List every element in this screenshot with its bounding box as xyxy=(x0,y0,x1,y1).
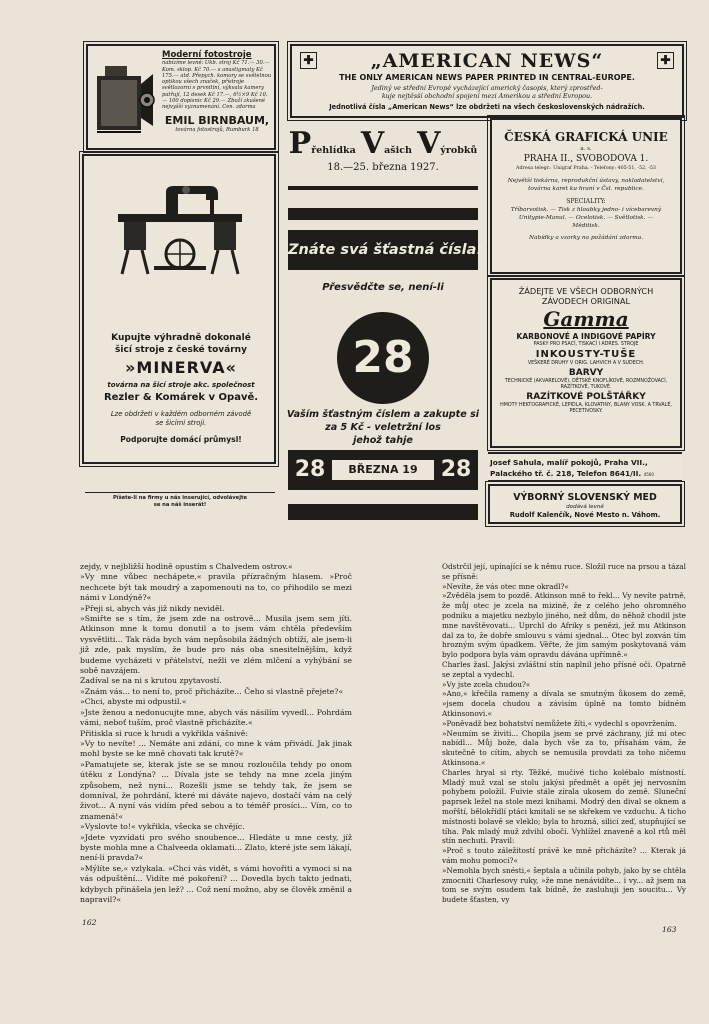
paragraph: »Smiřte se s tím, že jsem zde na ostrově... Musila jsem sem jíti. Atkinson mne k tomu donutil a to jsem vám chtěla především vysvětliti... Tak ráda bych vám nepůsobila žádných obtíží, ale jsem-li již zde, pak myslím, že bude pro nás oba snesitelnějším, když budeme vycházeti v přátelství, nežli ve zlém mlčení a vyhýbání se sobě navzájem. xyxy=(80,614,352,676)
divider xyxy=(288,186,478,190)
gamma-line-5: INKOUSTY-TUŠE xyxy=(535,349,637,360)
draw-month: BŘEZNA 19 xyxy=(332,460,434,480)
gamma-line-1: ŽÁDEJTE VE VŠECH ODBORNÝCH xyxy=(518,286,654,296)
cgu-spec-2: Unitypie-Manul. — Ocelotisk. — Světlotisk. — xyxy=(518,215,654,221)
cgu-telegram: Adresa telegr.: Unigraf Praha. - Telefony: 405-51, -52, -53 xyxy=(516,166,656,171)
page-number-right: 163 xyxy=(662,925,677,934)
cgu-spec-1: Tříbarvotisk. — Tisk z hloubky jedno- i vícebarevný xyxy=(510,207,662,213)
draw-day: 28 xyxy=(294,457,326,482)
paragraph: »Proč s touto záležitostí právě ke mně přicházíte? ... Kterak já vám mohu pomoci?« xyxy=(442,846,686,865)
paragraph: »Vyslovte to!« vykřikla, všecka se chvějíc. xyxy=(80,822,245,832)
gamma-logo: Gamma xyxy=(543,307,629,331)
fair-lucky-line-1: Vaším šťastným číslem a zakupte si xyxy=(286,409,480,420)
cgu-line-1: Největší tiskárna, reprodukční ústavy, nakladatelství, xyxy=(507,178,665,184)
left-text-column xyxy=(80,562,352,905)
cgu-title: ČESKÁ GRAFICKÁ UNIE xyxy=(504,130,668,144)
gamma-line-7: BARVY xyxy=(568,368,604,378)
paragraph: »Nemohla bych snésti,« šeptala a učinila pohyb, jako by se chtěla zmocniti Charlesovy ruky, »že mne nenávidíte... i vy... až jsem na tom se svým osudem tak bídně, že zasluhuji jen soucitu... Vy budete šťasten, vy xyxy=(442,865,686,905)
sahula-line-1: Josef Sahula, malíř pokojů, Praha VII., xyxy=(490,458,648,467)
ad-sahula xyxy=(488,452,682,482)
cgu-offer: Nabídky a vzorky na požádání zdarma. xyxy=(528,235,644,241)
paragraph: »Zvěděla jsem to pozdě. Atkinson mně to řekl... Vy nevíte patrně, že můj otec je zcela na mizině, že z celého jeho ohromného podniku a majetku nezbylo jiného, než dům, do něhož chodil jste mne navštěvovati... Uprchl do Afriky s penězi, jež mu Atkinson dal za to, že dobře smlouvu s vámi sjednal... Otec byl zoxván tím hrozným svým úpadkem. Věřte, že jim samým poskytovaná vám bylo podpora byla vám opravdu dávána upřímně.« xyxy=(442,591,686,660)
med-line-3: Rudolf Kalenčík, Nové Mesto n. Váhom. xyxy=(509,511,661,519)
cgu-spec-3: Měditisk. xyxy=(572,223,600,229)
american-news-title: „AMERICAN NEWS“ xyxy=(370,50,604,72)
cgu-line-2: továrna karet ku hraní v Čsl. republice. xyxy=(528,186,644,192)
fair-slogan: Znáte svá šťastná čísla! xyxy=(288,230,478,270)
ad-trade-fair xyxy=(284,120,482,525)
gamma-line-8: TECHNICKÉ (AKVARELOVÉ), DĚTSKÉ KNOFLÍKOVÉ, ROZMNOŽOVACÍ, RAZÍTKOVÉ, TUKOVÉ. xyxy=(504,379,668,390)
minerva-line-3: továrna na šicí stroje akc. společnost xyxy=(107,381,255,389)
birnbaum-sub: továrna fotostrojů, Rumburk 18 xyxy=(175,126,259,133)
ad-ceska-graficka-unie xyxy=(490,118,682,274)
insertion-note-line-1: Píšete-li na firmy u nás inserující, odvolávejte xyxy=(113,495,247,501)
ad-slovensky-med xyxy=(488,484,682,524)
sahula-code: 4500 xyxy=(643,472,654,477)
minerva-brand: »MINERVA« xyxy=(125,358,237,377)
insertion-note-line-2: se na náš inserát! xyxy=(153,502,207,508)
paragraph: »Pamatujete se, kterak jste se se mnou rozloučila tehdy po onom útěku z Londýna? ... Dívala jste se tehdy na mne zcela jiným způsobem, než nyní... Rozešli jsme se tehdy tak, že jsem se domníval, že pohrdání, které mi dáváte najevo, dostačí vám na celý život... A nyní vás vidím před sebou a to téměř prosíci... Vím, co to znamená!« xyxy=(80,759,352,821)
paragraph: zejdy, v nejbližší hodině opustím s Chalvedem ostrov.« xyxy=(80,562,293,571)
fair-word-3: ýrobků xyxy=(440,145,478,156)
paragraph: »Mýlíte se,« vzlykala. »Chci vás vidět, s vámi hovořiti a vymoci si na vás odpuštění... Vidíte mé pokoření? ... Dovedla bych takto jednati, kdybych přinášela jen lež? ... Což není možno, aby se člověk změnil a napravil?« xyxy=(80,863,352,904)
sahula-line-2 xyxy=(488,468,682,480)
ad-gamma xyxy=(490,278,682,448)
paragraph: Odstrčil její, upínající se k němu ruce. Složil ruce na prsou a tázal se přísně: xyxy=(442,562,686,581)
paragraph: »Vy jste zcela chudou?« xyxy=(442,679,531,689)
paragraph: »Znám vás... to není to, proč přicházíte... Čeho si vlastně přejete?« xyxy=(80,686,344,696)
birnbaum-body: nabízíme levně: Ukb. stroj Kč 71.— 30.— Kom. sklop. Kč 70.— s anastigmaty Kč 175.— atd. Přepych. komory se světelnou optikou všech značek, přístroje světlozorní s prvnitiní, výkvalu kamery patřují, 12 desek Kč 17.—, 6½×9 Kč 10.— 100 dopisnic Kč 29.— Zboží zkušené nejvyšší vyznamenání. Cen. zdarma xyxy=(162,60,272,111)
gamma-line-6: VEŠKERÉ DRUHY V ORIG. LAHVICH A V SUDECH. xyxy=(527,361,645,366)
paragraph: Charles žasl. Jakýsi zvláštní stín naplnil jeho přísné oči. Opatrně se zeptal a vydechl. xyxy=(442,659,686,679)
med-line-1: VÝBORNÝ SLOVENSKÝ MED xyxy=(513,492,657,503)
divider xyxy=(288,504,478,520)
minerva-line-6: se šicími stroji. xyxy=(155,419,207,427)
fair-lucky-line-2: za 5 Kč - veletržní los xyxy=(325,422,441,433)
lucky-number: 28 xyxy=(337,312,429,404)
birnbaum-title: Moderní fotostroje xyxy=(162,50,252,60)
minerva-line-4: Rezler & Komárek v Opavě. xyxy=(103,392,259,403)
gamma-line-2: ZÁVODECH ORIGINAL xyxy=(541,296,631,306)
paragraph: »Vy to nevíte! ... Nemáte ani zdání, co mne k vám přivádí. Jak jinak mohl byste se ke mně chovati tak krutě?« xyxy=(80,738,352,759)
paragraph: »Nevíte, že vás otec mne okradl?« xyxy=(442,581,569,591)
sewing-machine-illustration xyxy=(114,184,246,276)
american-line-1: THE ONLY AMERICAN NEWS PAPER PRINTED IN CENTRAL-EUROPE. xyxy=(339,73,635,82)
cgu-specialities: SPECIALITY: xyxy=(566,198,606,205)
ad-american-news xyxy=(290,44,684,118)
ad-minerva xyxy=(82,154,276,464)
paragraph: »Poněvadž bez bohatství nemůžete žíti,« vydechl s opovržením. xyxy=(442,718,677,728)
fair-heading xyxy=(284,126,482,161)
camera-illustration xyxy=(95,56,157,138)
minerva-line-1: Kupujte výhradně dokonalé xyxy=(111,333,251,343)
divider xyxy=(288,208,478,220)
minerva-line-7: Podporujte domácí průmysl! xyxy=(120,435,242,444)
paragraph: »Přeji si, abych vás již nikdy neviděl. xyxy=(80,603,225,613)
american-line-3: kuje nejtěsší obchodní spojení mezi Amerikou a střední Evropou. xyxy=(381,92,593,100)
med-line-2: dodává levně xyxy=(566,504,604,510)
cross-icon: ✚ xyxy=(657,52,674,69)
american-line-2: Jediný ve střední Evropě vycházející americký časopis, který zprostřed- xyxy=(371,84,603,92)
fair-letter-v1: V xyxy=(360,126,385,161)
birnbaum-name: EMIL BIRNBAUM, xyxy=(164,113,270,127)
paragraph: »Jdete vyzvídati pro svého snoubence... Hledáte u mne cesty, jíž byste mohla mne a Chalveeda oklamati... Zlato, které jste sem lákají, není-li pravda?« xyxy=(80,832,352,863)
paragraph: »Chci, abyste mi odpustil.« xyxy=(80,697,187,707)
page-number-left: 162 xyxy=(82,918,97,927)
paragraph: Přitiskla si ruce k hrudi a vykřikla vášnivě: xyxy=(80,728,248,738)
fair-letter-v2: V xyxy=(417,126,441,161)
paragraph: »Ano,« křečila rameny a dívala se smutným ůkosem do země, »jsem docela chudou a závisím úplně na tomto bídném Atkinsonovi.« xyxy=(442,689,686,718)
paragraph: »Vy mne vůbec nechápete,« pravila přízračným hlasem. »Proč nechcete být tak moudrý a zapomenouti na to, co přihodilo se mezi námi v Londýně?« xyxy=(80,572,352,603)
right-text-column xyxy=(442,562,686,905)
paragraph: Zadíval se na ni s krutou zpytavostí. xyxy=(80,676,222,686)
fair-word-2: ašich xyxy=(384,145,412,156)
gamma-line-3: KARBONOVÉ A INDIGOVÉ PAPÍRY xyxy=(516,332,656,341)
fair-dates: 18.—25. března 1927. xyxy=(327,162,439,173)
fair-lucky-line-3: jehož tahje xyxy=(353,435,413,446)
paragraph: »Jste ženou a nedonucujte mne, abych vás násilím vyvedl... Pohrdám vámi, neboť tuším, proč vlastně přicházíte.« xyxy=(80,707,352,728)
cross-icon: ✚ xyxy=(300,52,317,69)
cgu-as: a. s. xyxy=(580,146,592,152)
minerva-line-2: šicí stroje z české továrny xyxy=(115,345,247,355)
fair-convince: Přesvědčte se, není-li xyxy=(322,282,444,293)
fair-letter-p: P xyxy=(288,126,312,161)
american-line-4: Jednotlivá čísla „American News“ lze obdržeti na všech československých nádražích. xyxy=(329,103,645,111)
minerva-line-5: Lze obdržeti v každém odborném závodě xyxy=(110,410,252,418)
gamma-line-4: PASKY PRO PSACÍ, TISKACÍ I ADRES. STROJE xyxy=(533,342,639,347)
gamma-line-10: HMOTY HEKTOGRAFICKÉ, LEPIDLA, KLOVATINY, BLANY VOSK. A TRVALÉ, PECETIVOSKY. xyxy=(500,403,672,414)
paragraph: »Neumím se živiti... Chopila jsem se prvé záchrany, již mi otec nabídl... Můj bože, dala bych vše za to, přísahám vám, že skutečně to cítím, abych se nemusila provdati za toho ničemu Atkinsona.« xyxy=(442,728,686,767)
sahula-address: Palackého tř. č. 218, Telefon 8641/II. xyxy=(490,469,642,478)
insertion-note xyxy=(80,492,280,509)
cgu-address: PRAHA II., SVOBODOVA 1. xyxy=(523,154,649,164)
gamma-line-9: RAZÍTKOVÉ POLŠTÁŘKY xyxy=(526,392,646,402)
fair-lucky-text xyxy=(284,408,482,447)
ad-birnbaum xyxy=(86,44,276,150)
paragraph: Charles hryal si rty. Těžké, mučivé ticho kolébalo místností. Mladý muž vzal se stolu jakýsi předmět a opět jej nervosním pohybem položil. Fuivie stále zírala ukosem do země. Sluneční paprsek ležel na stole mezi knihami. Modrý den dival se oknem a mořští, bělokřídlí ptáci kmitali se se skřekem ve vzduchu. A ticho místnosti bolavě se vleklo; byla to hrozná, silicí zeď, stupňující se tíha. Pak mladý muž zdvihl obočí. Vyhlížel znaveně a kol rtů měl stín nechuti. Pravil: xyxy=(442,767,686,846)
draw-year: 28 xyxy=(440,457,472,482)
fair-word-1: řehlídka xyxy=(311,145,356,156)
fair-draw-date xyxy=(288,450,478,490)
